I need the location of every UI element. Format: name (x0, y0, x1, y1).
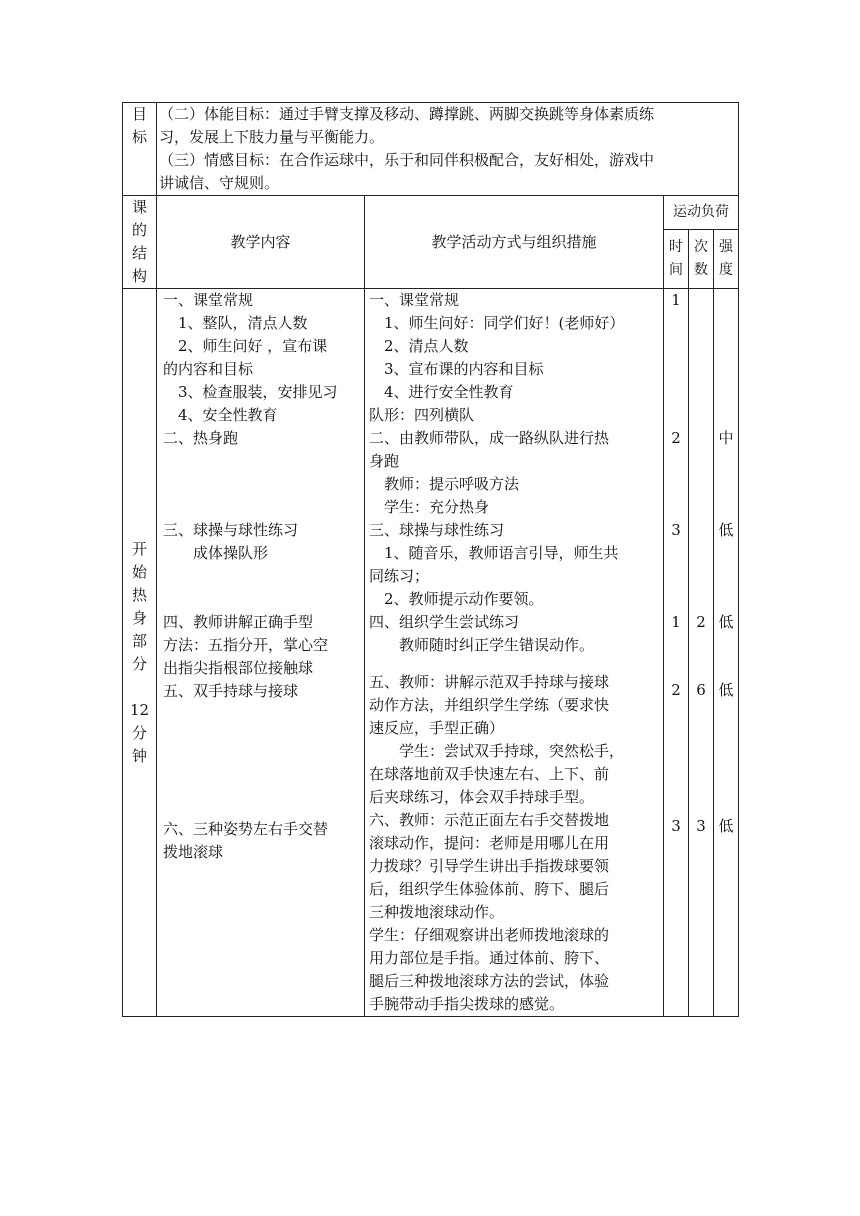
activity-line: 后夹球练习，体会双手持球手型。 (369, 788, 595, 806)
content-line: 拨地滚球 (163, 843, 224, 861)
activity-line: 1、师生问好：同学们好！(老师好） (369, 314, 625, 332)
time-value: 1 (671, 291, 681, 309)
activities-header: 教学活动方式与组织措施 (365, 196, 664, 289)
activity-line: 4、进行安全性教育 (369, 383, 514, 401)
activity-line: 1、随音乐，教师语言引导，师生共 (369, 544, 619, 562)
count-value: 3 (696, 817, 706, 835)
activity-line: 学生：仔细观察讲出老师拨地滚球的 (369, 926, 610, 944)
count-value: 6 (696, 681, 706, 699)
warmup-row (123, 289, 739, 1017)
content-line: 二、热身跑 (163, 429, 239, 447)
structure-header: 课 的 结 构 (123, 196, 157, 289)
goals-text: （二）体能目标：通过手臂支撑及移动、蹲撑跳、两脚交换跳等身体素质练 习，发展上下肢力量与平衡能力。 （三）情感目标：在合作运球中，乐于和同伴积极配合，友好相处，游戏中 讲诚信、守规则。 (157, 103, 739, 196)
intensity-value: 低 (718, 613, 734, 631)
goals-label: 目 标 (123, 103, 157, 196)
activity-line: 后，组织学生体验体前、胯下、腿后 (369, 880, 610, 898)
activity-line: 动作方法，并组织学生学练（要求快 (369, 696, 610, 714)
content-line: 1、整队，清点人数 (163, 314, 308, 332)
content-line: 六、三种姿势左右手交替 (163, 820, 329, 838)
activity-line: 一、课堂常规 (369, 291, 460, 309)
intensity-value: 低 (718, 681, 734, 699)
content-line: 方法：五指分开，掌心空 (163, 636, 329, 654)
time-value: 2 (671, 429, 681, 447)
activity-line: 六、教师：示范正面左右手交替拨地 (369, 811, 610, 829)
count-value: 2 (696, 613, 706, 631)
section-label: 开 始 热 身 部 分 12 分 钟 (123, 289, 157, 1017)
content-line: 2、师生问好 ，宣布课 (163, 337, 328, 355)
activity-line: 教师：提示呼吸方法 (369, 475, 520, 493)
time-value: 3 (671, 817, 681, 835)
content-column (157, 289, 365, 1017)
activity-line: 3、宣布课的内容和目标 (369, 360, 544, 378)
goals-row (123, 103, 739, 196)
intensity-column (714, 289, 739, 1017)
content-line: 4、安全性教育 (163, 406, 278, 424)
activity-line: 四、组织学生尝试练习 (369, 613, 520, 631)
activity-line: 身跑 (369, 452, 400, 470)
activity-line: 教师随时纠正学生错误动作。 (369, 636, 595, 654)
content-line: 的内容和目标 (163, 360, 254, 378)
activity-line: 2、清点人数 (369, 337, 469, 355)
activity-line: 三种拨地滚球动作。 (369, 903, 505, 921)
activity-line: 五、教师：讲解示范双手持球与接球 (369, 673, 610, 691)
activity-line: 滚球动作，提问：老师是用哪儿在用 (369, 834, 610, 852)
activity-line: 二、由教师带队，成一路纵队进行热 (369, 429, 610, 447)
activity-line: 速反应，手型正确） (369, 719, 505, 737)
header-row-1 (123, 196, 739, 230)
intensity-value: 低 (718, 817, 734, 835)
activity-line: 同练习； (369, 567, 430, 585)
activity-line: 2、教师提示动作要领。 (369, 590, 544, 608)
activity-line: 手腕带动手指尖拨球的感觉。 (369, 995, 565, 1013)
content-line: 一、课堂常规 (163, 291, 254, 309)
content-header: 教学内容 (157, 196, 365, 289)
time-column (664, 289, 689, 1017)
content-line: 成体操队形 (163, 544, 269, 562)
activity-line: 用力部位是手指。通过体前、胯下、 (369, 949, 610, 967)
intensity-value: 中 (718, 429, 734, 447)
activity-line: 在球落地前双手快速左右、上下、前 (369, 765, 610, 783)
content-line: 三、球操与球性练习 (163, 521, 299, 539)
content-line: 四、教师讲解正确手型 (163, 613, 314, 631)
intensity-value: 低 (718, 521, 734, 539)
activities-column (365, 289, 664, 1017)
count-column (689, 289, 714, 1017)
activity-line: 三、球操与球性练习 (369, 521, 505, 539)
activity-line: 队形：四列横队 (369, 406, 475, 424)
lesson-plan-table (122, 102, 739, 1017)
activity-line: 腿后三种拨地滚球方法的尝试，体验 (369, 972, 610, 990)
activity-line: 力拨球？引导学生讲出手指拨球要领 (369, 857, 610, 875)
content-line: 3、检查服装，安排见习 (163, 383, 338, 401)
time-value: 2 (671, 681, 681, 699)
load-header: 运动负荷 (664, 196, 739, 230)
activity-line: 学生：充分热身 (369, 498, 490, 516)
content-line: 出指尖指根部位接触球 (163, 659, 314, 677)
content-line: 五、双手持球与接球 (163, 682, 299, 700)
activity-line: 学生：尝试双手持球，突然松手， (369, 742, 625, 760)
time-value: 1 (671, 613, 681, 631)
time-header: 时 间 (664, 230, 689, 289)
time-value: 3 (671, 521, 681, 539)
intensity-header: 强 度 (714, 230, 739, 289)
count-header: 次 数 (689, 230, 714, 289)
